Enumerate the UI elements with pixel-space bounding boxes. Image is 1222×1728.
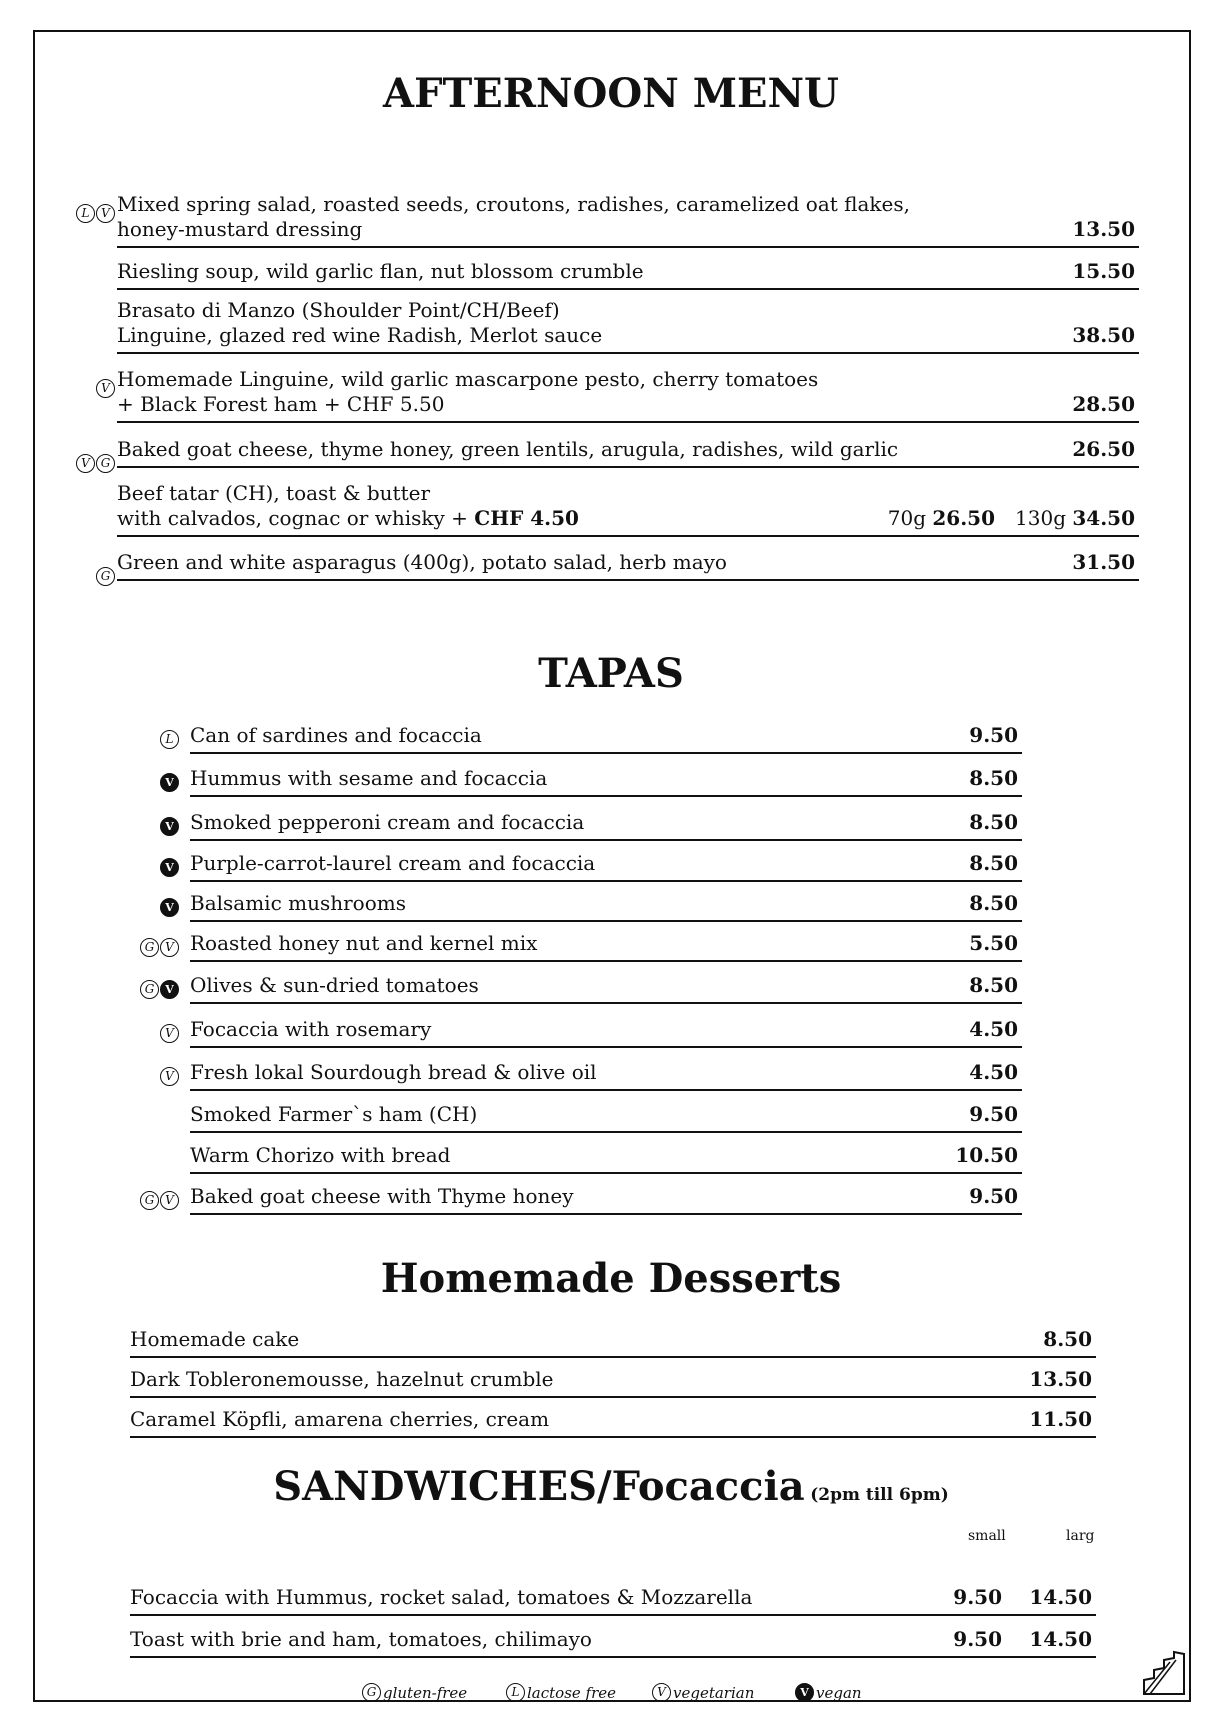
menu-logo-icon bbox=[1140, 1650, 1188, 1698]
lactose-free-icon: L bbox=[76, 204, 95, 223]
menu-item-price: 15.50 bbox=[1072, 259, 1135, 283]
tapas-item bbox=[190, 846, 1022, 882]
legend-label: lactose free bbox=[527, 1683, 617, 1702]
lactose-free-icon: L bbox=[160, 730, 179, 749]
diet-icons bbox=[140, 1191, 179, 1210]
vegetarian-icon: V bbox=[160, 1024, 179, 1043]
sandwiches-heading bbox=[0, 1463, 1222, 1510]
diet-icons bbox=[160, 1067, 179, 1086]
size-large-label: larg bbox=[1066, 1528, 1095, 1544]
tapas-title: TAPAS bbox=[538, 650, 684, 697]
tapas-item-price: 10.50 bbox=[955, 1143, 1018, 1167]
diet-icons bbox=[160, 898, 179, 917]
gluten-free-icon: G bbox=[140, 1191, 159, 1210]
legend-label: gluten-free bbox=[383, 1683, 468, 1702]
menu-item-line: Baked goat cheese, thyme honey, green lentils, arugula, radishes, wild garlic bbox=[117, 437, 899, 461]
sandwich-item bbox=[130, 1620, 1096, 1658]
menu-item-description bbox=[117, 481, 579, 531]
tapas-item-price: 5.50 bbox=[969, 931, 1018, 955]
portion-price: 34.50 bbox=[1072, 506, 1135, 530]
portion-size: 130g bbox=[1015, 506, 1073, 530]
menu-item-description bbox=[117, 259, 644, 284]
vegan-icon: V bbox=[160, 773, 179, 792]
sandwich-item-name: Focaccia with Hummus, rocket salad, tomatoes & Mozzarella bbox=[130, 1585, 753, 1609]
diet-icons bbox=[96, 379, 115, 398]
vegetarian-icon: V bbox=[76, 454, 95, 473]
dessert-item bbox=[130, 1402, 1096, 1438]
gluten-free-icon: G bbox=[96, 567, 115, 586]
vegan-icon: V bbox=[160, 817, 179, 836]
size-small-label: small bbox=[968, 1528, 1006, 1544]
dessert-item bbox=[130, 1322, 1096, 1358]
portion-price: 26.50 bbox=[932, 506, 996, 530]
tapas-item bbox=[190, 1012, 1022, 1048]
diet-icons bbox=[160, 773, 179, 792]
menu-item-description bbox=[117, 298, 602, 348]
tapas-item bbox=[190, 718, 1022, 754]
legend-item bbox=[362, 1683, 467, 1702]
desserts-title: Homemade Desserts bbox=[380, 1255, 842, 1302]
tapas-item-price: 8.50 bbox=[969, 891, 1018, 915]
tapas-item-price: 8.50 bbox=[969, 973, 1018, 997]
menu-item bbox=[117, 367, 1139, 423]
menu-item bbox=[117, 298, 1139, 354]
portion-size: 70g bbox=[887, 506, 933, 530]
diet-icons bbox=[160, 730, 179, 749]
tapas-item-name: Roasted honey nut and kernel mix bbox=[190, 931, 538, 955]
tapas-item-price: 8.50 bbox=[969, 810, 1018, 834]
tapas-item-name: Baked goat cheese with Thyme honey bbox=[190, 1184, 574, 1208]
tapas-item-price: 4.50 bbox=[969, 1060, 1018, 1084]
diet-icons bbox=[96, 567, 115, 586]
dessert-item-price: 13.50 bbox=[1029, 1367, 1092, 1391]
menu-item-surcharge: CHF 4.50 bbox=[474, 506, 579, 530]
tapas-item-name: Warm Chorizo with bread bbox=[190, 1143, 451, 1167]
menu-item-price: 26.50 bbox=[1072, 437, 1135, 461]
menu-item-line: + Black Forest ham + CHF 5.50 bbox=[117, 392, 445, 416]
diet-icons bbox=[160, 1024, 179, 1043]
diet-icons bbox=[76, 204, 115, 223]
tapas-item bbox=[190, 968, 1022, 1004]
vegetarian-icon: V bbox=[160, 1067, 179, 1086]
menu-item bbox=[117, 436, 1139, 468]
gluten-free-icon: G bbox=[96, 454, 115, 473]
menu-item-line: Homemade Linguine, wild garlic mascarpone pesto, cherry tomatoes bbox=[117, 367, 819, 391]
tapas-item-name: Balsamic mushrooms bbox=[190, 891, 406, 915]
gluten-free-icon: G bbox=[140, 938, 159, 957]
menu-item-description bbox=[117, 437, 898, 462]
tapas-item-name: Fresh lokal Sourdough bread & olive oil bbox=[190, 1060, 597, 1084]
legend-item bbox=[652, 1683, 754, 1702]
tapas-item-price: 4.50 bbox=[969, 1017, 1018, 1041]
tapas-item bbox=[190, 1097, 1022, 1133]
sandwich-price-large: 14.50 bbox=[1029, 1585, 1092, 1609]
dessert-item bbox=[130, 1362, 1096, 1398]
tapas-item bbox=[190, 926, 1022, 962]
menu-item bbox=[117, 549, 1139, 581]
tapas-item-name: Focaccia with rosemary bbox=[190, 1017, 432, 1041]
gluten-free-icon: G bbox=[362, 1683, 381, 1702]
diet-icons bbox=[160, 817, 179, 836]
tapas-item-name: Smoked pepperoni cream and focaccia bbox=[190, 810, 585, 834]
gluten-free-icon: G bbox=[140, 980, 159, 999]
menu-item-price: 38.50 bbox=[1072, 323, 1135, 347]
menu-item bbox=[117, 481, 1139, 537]
menu-item bbox=[117, 192, 1139, 248]
vegetarian-icon: V bbox=[652, 1683, 671, 1702]
page-title: AFTERNOON MENU bbox=[383, 70, 839, 117]
menu-item-line: Riesling soup, wild garlic flan, nut blossom crumble bbox=[117, 259, 644, 283]
tapas-item bbox=[190, 1138, 1022, 1174]
tapas-item-price: 9.50 bbox=[969, 723, 1018, 747]
vegan-icon: V bbox=[795, 1683, 814, 1702]
vegetarian-icon: V bbox=[160, 1191, 179, 1210]
tapas-item bbox=[190, 1179, 1022, 1215]
menu-item-description bbox=[117, 192, 910, 242]
tapas-item-name: Olives & sun-dried tomatoes bbox=[190, 973, 479, 997]
menu-item-line: with calvados, cognac or whisky + bbox=[117, 506, 468, 530]
tapas-item-name: Smoked Farmer`s ham (CH) bbox=[190, 1102, 478, 1126]
menu-item-price: 13.50 bbox=[1072, 217, 1135, 241]
tapas-item-name: Purple-carrot-laurel cream and focaccia bbox=[190, 851, 596, 875]
legend-item bbox=[506, 1683, 616, 1702]
diet-icons bbox=[76, 454, 115, 473]
sandwich-item-name: Toast with brie and ham, tomatoes, chilimayo bbox=[130, 1627, 592, 1651]
menu-item-description bbox=[117, 550, 727, 575]
legend-label: vegetarian bbox=[673, 1683, 755, 1702]
legend-label: vegan bbox=[816, 1683, 862, 1702]
menu-item-price: 28.50 bbox=[1072, 392, 1135, 416]
dessert-item-name: Dark Tobleronemousse, hazelnut crumble bbox=[130, 1367, 554, 1391]
tapas-item-price: 8.50 bbox=[969, 766, 1018, 790]
tapas-item bbox=[190, 761, 1022, 797]
tapas-item-price: 8.50 bbox=[969, 851, 1018, 875]
vegetarian-icon: V bbox=[160, 938, 179, 957]
tapas-item-price: 9.50 bbox=[969, 1102, 1018, 1126]
vegan-icon: V bbox=[160, 858, 179, 877]
sandwich-item bbox=[130, 1578, 1096, 1616]
tapas-item-name: Can of sardines and focaccia bbox=[190, 723, 482, 747]
diet-icons bbox=[140, 938, 179, 957]
menu-item bbox=[117, 258, 1139, 290]
menu-item-line: Green and white asparagus (400g), potato salad, herb mayo bbox=[117, 550, 727, 574]
diet-icons bbox=[140, 980, 179, 999]
tapas-item-price: 9.50 bbox=[969, 1184, 1018, 1208]
diet-icons bbox=[160, 858, 179, 877]
menu-item-line: Linguine, glazed red wine Radish, Merlot sauce bbox=[117, 323, 603, 347]
portion-prices bbox=[888, 506, 1135, 531]
sandwich-price-small: 9.50 bbox=[953, 1585, 1002, 1609]
sandwich-price-small: 9.50 bbox=[953, 1627, 1002, 1651]
menu-item-line: Beef tatar (CH), toast & butter bbox=[117, 481, 431, 505]
menu-item-price: 31.50 bbox=[1072, 550, 1135, 574]
dessert-item-price: 11.50 bbox=[1029, 1407, 1092, 1431]
tapas-item bbox=[190, 1055, 1022, 1091]
dessert-item-name: Caramel Köpfli, amarena cherries, cream bbox=[130, 1407, 550, 1431]
tapas-item bbox=[190, 805, 1022, 841]
vegan-icon: V bbox=[160, 980, 179, 999]
dessert-item-name: Homemade cake bbox=[130, 1327, 300, 1351]
vegetarian-icon: V bbox=[96, 204, 115, 223]
lactose-free-icon: L bbox=[506, 1683, 525, 1702]
sandwiches-title: SANDWICHES/Focaccia bbox=[273, 1463, 805, 1510]
menu-item-line: Brasato di Manzo (Shoulder Point/CH/Beef) bbox=[117, 298, 560, 322]
sandwich-price-large: 14.50 bbox=[1029, 1627, 1092, 1651]
menu-item-description bbox=[117, 367, 818, 417]
tapas-item-name: Hummus with sesame and focaccia bbox=[190, 766, 548, 790]
dessert-item-price: 8.50 bbox=[1043, 1327, 1092, 1351]
legend-item bbox=[795, 1683, 862, 1702]
sandwiches-hours: (2pm till 6pm) bbox=[810, 1485, 949, 1505]
vegetarian-icon: V bbox=[96, 379, 115, 398]
vegan-icon: V bbox=[160, 898, 179, 917]
menu-item-line: Mixed spring salad, roasted seeds, croutons, radishes, caramelized oat flakes, bbox=[117, 192, 910, 216]
menu-item-line: honey-mustard dressing bbox=[117, 217, 363, 241]
tapas-item bbox=[190, 886, 1022, 922]
